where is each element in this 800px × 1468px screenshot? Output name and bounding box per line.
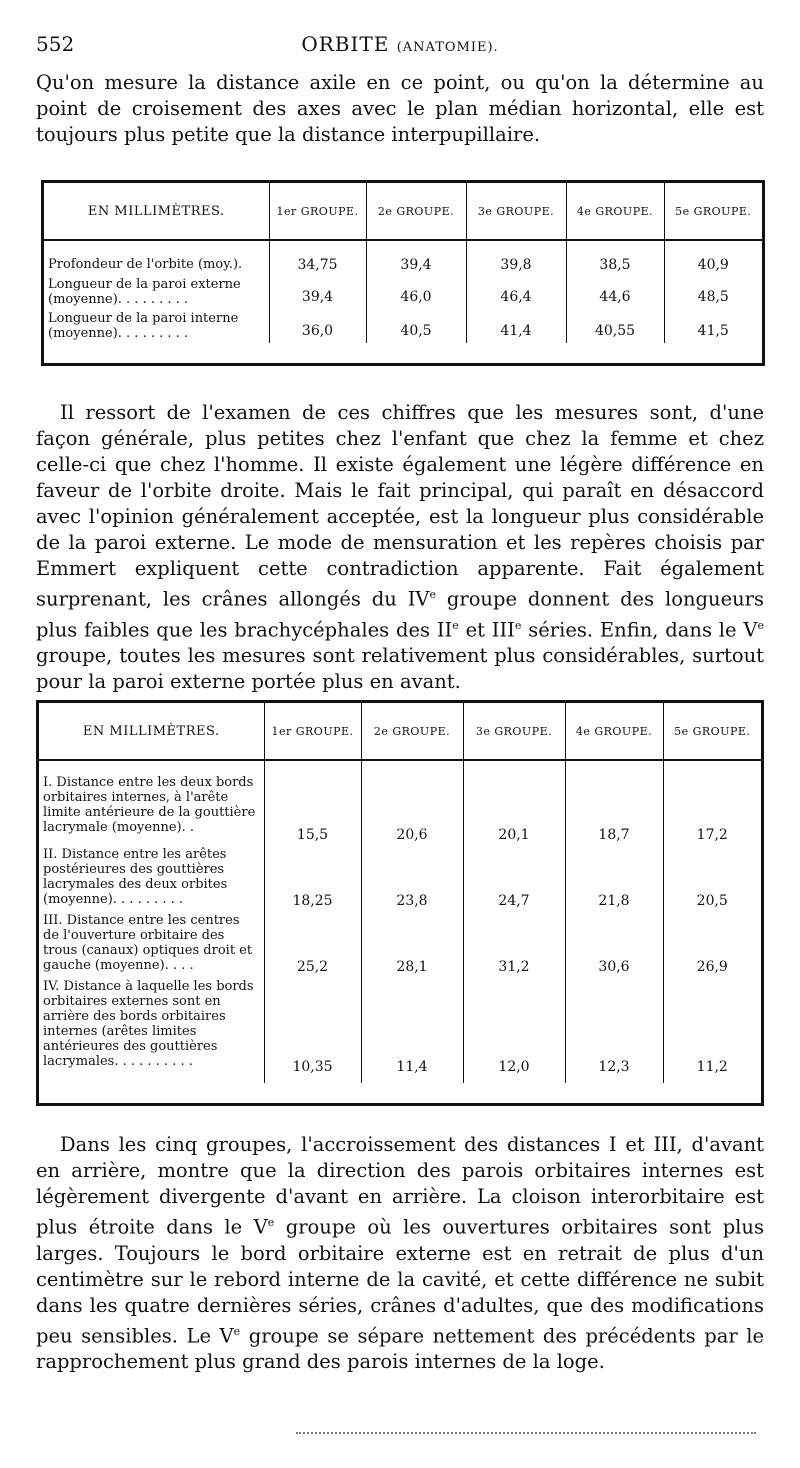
table-row — [44, 240, 762, 275]
table-cell: 46,0 — [366, 275, 466, 309]
superscript: e — [267, 1216, 275, 1229]
table-1-header-cell: 2e GROUPE. — [366, 183, 466, 240]
paragraph-2-text: Il ressort de l'examen de ces chiffres que les mesures sont, d'une façon générale, plus petites chez l'enfant que chez la femme et chez celle-ci que chez l'homme. Il existe également une légère différence en faveur de l'orbite droite. Mais le fait principal, qui paraît en désaccord avec l'opinion généralement acceptée, est la longueur plus considérable de la paroi externe. Le mode de mensuration et les repères choisis par Emmert expliquent cette contradiction apparente. Fait également surprenant, les crânes allongés du IV — [36, 401, 764, 611]
table-cell: 17,2 — [663, 760, 761, 845]
table-cell: 12,0 — [463, 977, 565, 1083]
table-cell: 20,5 — [663, 845, 761, 911]
table-1 — [44, 183, 762, 343]
paragraph-3-text: Dans les cinq groupes, l'accroissement des distances I et III, d'avant en arrière, montre que la direction des parois orbitaires internes est légèrement divergente d'avant en arrière. La cloison interorbitaire est plus étroite dans le V — [36, 1133, 764, 1239]
table-cell: 21,8 — [565, 845, 663, 911]
table-cell: 12,3 — [565, 977, 663, 1083]
paragraph-2-text: et III — [458, 618, 515, 641]
table-cell: 34,75 — [269, 240, 366, 275]
table-cell: 41,4 — [466, 309, 566, 343]
table-row-label: Longueur de la paroi externe (moyenne). . . . . . . . . — [48, 277, 241, 307]
table-row-label: II. Distance entre les arêtes postérieures des gouttières lacrymales des deux orbites (moyenne). . . . . . . . . — [43, 847, 228, 907]
table-row-label: IV. Distance à laquelle les bords orbitaires externes sont en arrière des bords orbitaires internes (arêtes limites antérieures des gouttières lacrymales. . . . . . . . . . — [43, 979, 254, 1069]
paragraph-3-text: groupe où les ouvertures orbitaires sont plus larges. Toujours le bord orbitaire externe est en retrait de plus d'un centimètre sur le rebord interne de la cavité, et cette différence ne subit dans les quatre dernières séries, crânes d'adultes, que des modifications peu sensibles. Le V — [36, 1215, 764, 1347]
table-cell: 39,4 — [366, 240, 466, 275]
page-header — [36, 32, 764, 60]
table-2 — [39, 703, 761, 1083]
table-cell: 40,5 — [366, 309, 466, 343]
table-cell: 10,35 — [264, 977, 361, 1083]
page-number: 552 — [36, 32, 75, 56]
table-1-header-row — [44, 183, 762, 240]
table-2-header-cell: 1er GROUPE. — [264, 703, 361, 760]
table-cell: 48,5 — [664, 275, 762, 309]
superscript: e — [514, 618, 522, 632]
superscript: e — [233, 1324, 241, 1338]
table-2-header-cell: 2e GROUPE. — [361, 703, 463, 760]
table-row-label: III. Distance entre les centres de l'ouverture orbitaire des trous (canaux) optiques droit et gauche (moyenne). . . . — [43, 913, 253, 973]
table-cell: 31,2 — [463, 911, 565, 977]
table-row — [44, 309, 762, 343]
table-2-header-cell: 3e GROUPE. — [463, 703, 565, 760]
table-cell: 40,55 — [566, 309, 664, 343]
paragraph-1 — [36, 70, 764, 148]
table-row — [39, 977, 761, 1083]
table-2-header-cell: 4e GROUPE. — [565, 703, 663, 760]
paragraph-2-text: groupe donnent des longueurs plus faibles que les brachycéphales des II — [36, 587, 765, 641]
superscript: e — [452, 618, 459, 632]
table-2-header-row — [39, 703, 761, 760]
table-row-label: Longueur de la paroi interne (moyenne). . . . . . . . . — [48, 311, 239, 341]
table-cell: 46,4 — [466, 275, 566, 309]
table-cell: 30,6 — [565, 911, 663, 977]
paragraph-2-text: groupe, toutes les mesures sont relativement plus considérables, surtout pour la paroi externe portée plus en avant. — [36, 644, 764, 693]
table-row — [39, 845, 761, 911]
table-cell: 23,8 — [361, 845, 463, 911]
table-row — [39, 911, 761, 977]
table-cell: 18,7 — [565, 760, 663, 845]
table-cell: 11,2 — [663, 977, 761, 1083]
table-cell: 39,4 — [269, 275, 366, 309]
table-1-header-cell: EN MILLIMÈTRES. — [44, 183, 269, 240]
table-1-header-cell: 5e GROUPE. — [664, 183, 762, 240]
table-cell: 39,8 — [466, 240, 566, 275]
table-cell: 26,9 — [663, 911, 761, 977]
running-title-sub: (ANATOMIE). — [396, 40, 499, 55]
superscript: e — [757, 618, 764, 632]
table-1-header-cell: 3e GROUPE. — [466, 183, 566, 240]
table-2-header-cell: 5e GROUPE. — [663, 703, 761, 760]
table-cell: 28,1 — [361, 911, 463, 977]
paragraph-3 — [36, 1132, 764, 1375]
table-cell: 41,5 — [664, 309, 762, 343]
table-cell: 11,4 — [361, 977, 463, 1083]
table-2-header-cell: EN MILLIMÈTRES. — [39, 703, 264, 760]
table-cell: 38,5 — [566, 240, 664, 275]
table-cell: 20,1 — [463, 760, 565, 845]
table-cell: 15,5 — [264, 760, 361, 845]
table-row — [44, 275, 762, 309]
table-1-header-cell: 1er GROUPE. — [269, 183, 366, 240]
paragraph-1-text: Qu'on mesure la distance axile en ce point, ou qu'on la détermine au point de croisement des axes avec le plan médian horizontal, elle est toujours plus petite que la distance interpupillaire. — [36, 71, 764, 146]
table-cell: 40,9 — [664, 240, 762, 275]
running-title-main: ORBITE — [301, 32, 390, 56]
table-cell: 36,0 — [269, 309, 366, 343]
paragraph-2-text: séries. Enfin, dans le V — [521, 618, 758, 641]
paragraph-3-text: groupe se sépare nettement des précédents par le rapprochement plus grand des parois internes de la loge. — [36, 1324, 764, 1373]
table-row — [39, 760, 761, 845]
footer-rule — [296, 1432, 756, 1440]
paragraph-2 — [36, 400, 764, 695]
table-row-label: I. Distance entre les deux bords orbitaires internes, à l'arête limite antérieure de la gouttière lacrymale (moyenne). . — [43, 775, 256, 835]
table-cell: 24,7 — [463, 845, 565, 911]
running-title — [36, 32, 764, 56]
table-1-header-cell: 4e GROUPE. — [566, 183, 664, 240]
table-cell: 20,6 — [361, 760, 463, 845]
table-cell: 44,6 — [566, 275, 664, 309]
table-cell: 25,2 — [264, 911, 361, 977]
superscript: e — [429, 588, 436, 601]
table-row-label: Profondeur de l'orbite (moy.). — [48, 257, 243, 272]
table-cell: 18,25 — [264, 845, 361, 911]
